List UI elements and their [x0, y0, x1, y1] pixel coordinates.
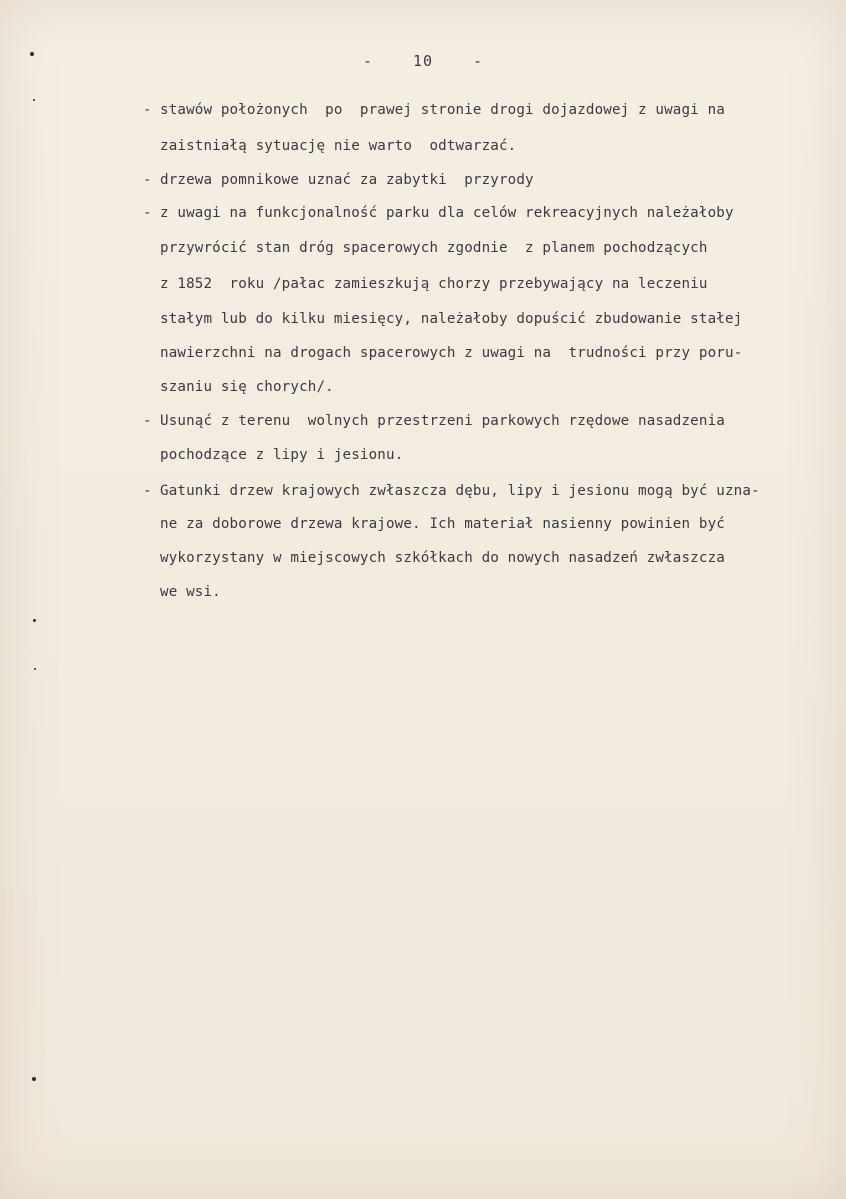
text-line: zaistniałą sytuację nie warto odtwarzać.: [160, 138, 517, 154]
text-line: ne za doborowe drzewa krajowe. Ich materiał nasienny powinien być: [160, 516, 725, 532]
page-number-header: [0, 52, 846, 70]
text-line: stałym lub do kilku miesięcy, należałoby dopuścić zbudowanie stałej: [160, 311, 743, 327]
text-line: z 1852 roku /pałac zamieszkują chorzy przebywający na leczeniu: [160, 276, 708, 292]
scan-speck: [33, 99, 35, 101]
scan-speck: [30, 52, 34, 56]
text-line: przywrócić stan dróg spacerowych zgodnie z planem pochodzących: [160, 240, 708, 256]
scan-speck: [32, 1077, 36, 1081]
text-line: stawów położonych po prawej stronie drogi dojazdowej z uwagi na: [160, 102, 725, 118]
text-line: Usunąć z terenu wolnych przestrzeni parkowych rzędowe nasadzenia: [160, 413, 725, 429]
text-line: z uwagi na funkcjonalność parku dla celów rekreacyjnych należałoby: [160, 205, 734, 221]
text-line: wykorzystany w miejscowych szkółkach do nowych nasadzeń zwłaszcza: [160, 550, 725, 566]
list-bullet: -: [143, 483, 152, 499]
page-number-dash-left: -: [362, 52, 373, 70]
text-line: drzewa pomnikowe uznać za zabytki przyrody: [160, 172, 534, 188]
list-bullet: -: [143, 172, 152, 188]
text-line: Gatunki drzew krajowych zwłaszcza dębu, lipy i jesionu mogą być uzna-: [160, 483, 760, 499]
scan-speck: [33, 619, 36, 622]
text-line: nawierzchni na drogach spacerowych z uwagi na trudności przy poru-: [160, 345, 743, 361]
scan-speck: [34, 668, 36, 670]
text-line: we wsi.: [160, 584, 221, 600]
text-line: szaniu się chorych/.: [160, 379, 334, 395]
text-line: pochodzące z lipy i jesionu.: [160, 447, 404, 463]
list-bullet: -: [143, 413, 152, 429]
page-number-dash-right: -: [473, 52, 484, 70]
list-bullet: -: [143, 102, 152, 118]
list-bullet: -: [143, 205, 152, 221]
page-number: 10: [412, 52, 434, 70]
